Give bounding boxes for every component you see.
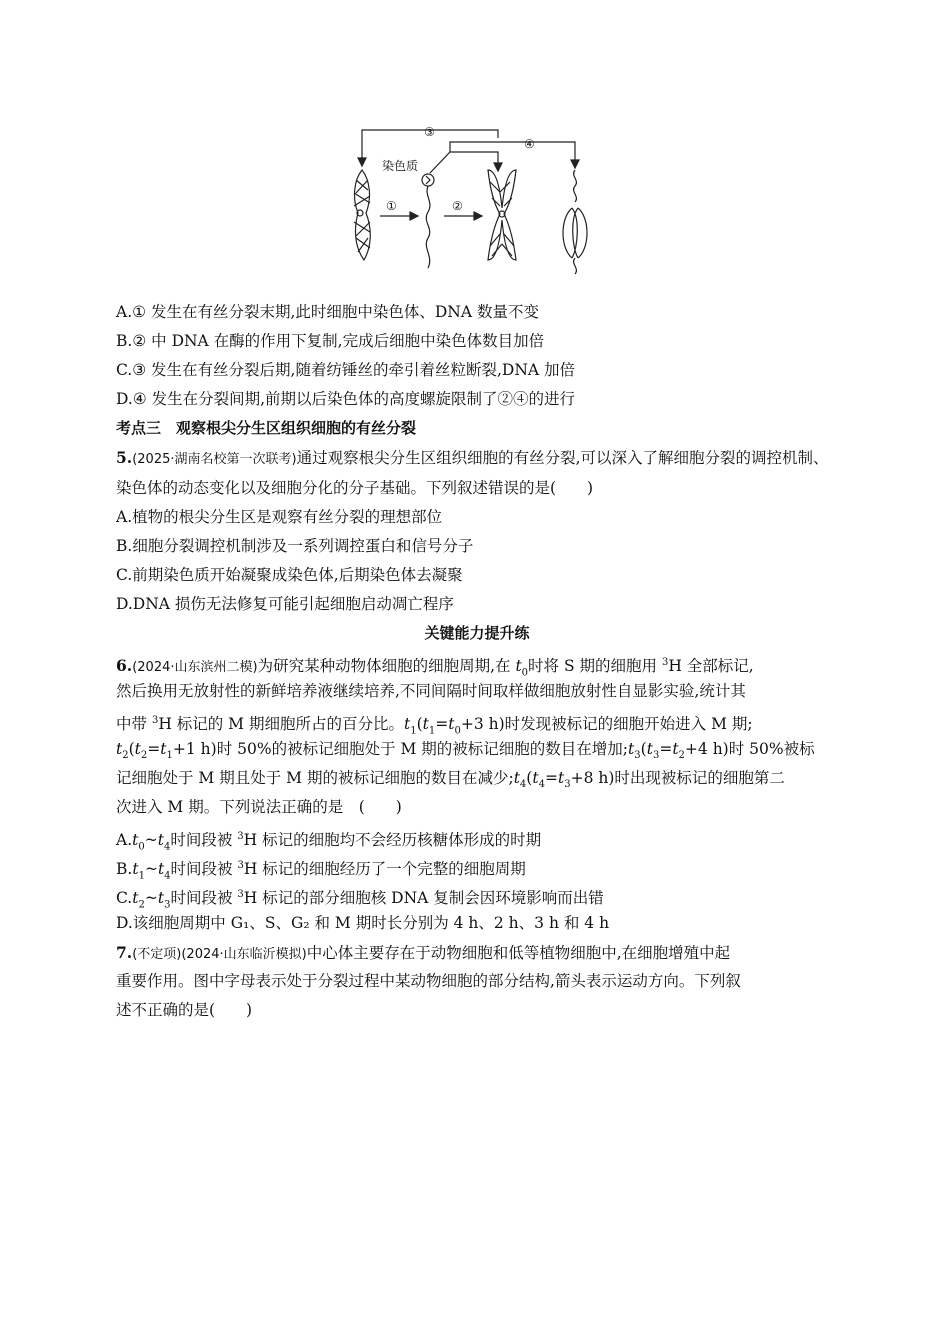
label-arrow-3: ③ (424, 125, 435, 139)
label-arrow-1: ① (386, 199, 397, 213)
q5-stem: 5.(2025·湖南名校第一次联考)通过观察根尖分生区组织细胞的有丝分裂,可以深入了解细胞分裂的调控机制、染色体的动态变化以及细胞分化的分子基础。下列叙述错误的是( ) (116, 448, 829, 497)
q5-source: (2025·湖南名校第一次联考) (132, 452, 297, 467)
q6-line-1: 6.(2024·山东滨州二模)为研究某种动物体细胞的细胞周期,在 $t_0$时将 S 期的细胞用 $^3$H 全部标记, (116, 656, 754, 679)
q6-text: 记细胞处于 M 期且处于 M 期的被标记细胞的数目在减少; (116, 769, 514, 787)
q6-text: H 标记的 M 期细胞所占的百分比。 (158, 715, 404, 734)
q6-text: 中带 (116, 715, 152, 734)
arrow-4-head (571, 160, 579, 168)
q5-option-d: D.DNA 损伤无法修复可能引起细胞启动凋亡程序 (116, 595, 454, 613)
q7-line-1: 7.(不定项)(2024·山东临沂模拟)中心体主要存在于动物细胞和低等植物细胞中,在细胞增殖中起 (116, 943, 731, 962)
q7-number: 7 (116, 943, 127, 962)
q6-text: 为研究某种动物体细胞的细胞周期,在 (257, 657, 516, 676)
q6-option-c: $C.t_2\sim t_3$时间段被 $^3$H 标记的部分细胞核 DNA 复制会因环境影响而出错 (116, 889, 604, 911)
q7-text: 中心体主要存在于动物细胞和低等植物细胞中,在细胞增殖中起 (306, 944, 731, 962)
question-text (116, 298, 838, 1025)
q6-line-5: 记细胞处于 M 期且处于 M 期的被标记细胞的数目在减少$;t_4(t_4=t_3+8$ h)时出现被标记的细胞第二 (116, 769, 785, 791)
q7-line-3: 述不正确的是( ) (116, 1001, 253, 1019)
right-chromosome (563, 170, 587, 274)
section-ability-heading: 关键能力提升练 (424, 624, 530, 642)
q6-line-6: 次进入 M 期。下列说法正确的是 ( ) (116, 798, 402, 816)
q6-text: H 标记的部分细胞核 DNA 复制会因环境影响而出错 (243, 889, 604, 908)
arrow-3-head (358, 158, 366, 166)
q6-text: +1 h)时 50%的被标记细胞处于 M 期的被标记细胞的数目在增加; (172, 740, 629, 758)
label-chromatin: 染色质 (382, 159, 419, 173)
q4-option-b: B.② 中 DNA 在酶的作用下复制,完成后细胞中染色体数目加倍 (116, 332, 545, 350)
q6-text: 时间段被 (170, 860, 238, 879)
q6-source: (2024·山东滨州二模) (132, 660, 258, 676)
q5-option-a: A.植物的根尖分生区是观察有丝分裂的理想部位 (116, 508, 443, 526)
q7-line-2: 重要作用。图中字母表示处于分裂过程中某动物细胞的部分结构,箭头表示运动方向。下列叙 (116, 972, 741, 990)
q4-option-c: C.③ 发生在有丝分裂后期,随着纺锤丝的牵引着丝粒断裂,DNA 加倍 (116, 361, 576, 379)
q6-text: H 标记的细胞经历了一个完整的细胞周期 (243, 860, 526, 879)
q5-number: 5 (116, 448, 127, 467)
q6-text: 时间段被 (170, 831, 238, 850)
q6-text: +8 h)时出现被标记的细胞第二 (570, 769, 785, 787)
q6-text: 时间段被 (170, 889, 238, 908)
q6-option-a: $A.t_0\sim t_4$时间段被 $^3$H 标记的细胞均不会经历核糖体形成的时期 (116, 831, 542, 853)
q6-option-b: $B.t_1\sim t_4$时间段被 $^3$H 标记的细胞经历了一个完整的细胞周期 (116, 860, 526, 882)
q6-line-3: 中带 $^3$H 标记的 M 期细胞所占的百分比。$t_1(t_1=t_0+3$ h)时发现被标记的细胞开始进入 M 期; (116, 715, 753, 737)
x-chromosome (488, 170, 516, 260)
chromatin-strand (422, 174, 434, 268)
q7-source: (2024·山东临沂模拟) (181, 947, 307, 962)
q6-text: +3 h)时发现被标记的细胞开始进入 M 期; (460, 715, 753, 734)
q5-stem-text: 通过观察根尖分生区组织细胞的有丝分裂,可以深入了解细胞分裂的调控机制、染色体的动态变化以及细胞分化的分子基础。下列叙述错误的是( ) (116, 449, 829, 497)
q6-text: H 标记的细胞均不会经历核糖体形成的时期 (243, 831, 542, 850)
label-arrow-4: ④ (524, 137, 535, 151)
section-heading-3: 考点三 观察根尖分生区组织细胞的有丝分裂 (116, 419, 417, 437)
q6-number: 6 (116, 656, 127, 676)
q6-text: H 全部标记, (668, 657, 754, 676)
chromosome-cycle-figure (340, 118, 610, 278)
q6-line-2: 然后换用无放射性的新鲜培养液继续培养,不同间隔时间取样做细胞放射性自显影实验,统计其 (116, 682, 746, 700)
q6-text: +4 h)时 50%被标 (684, 740, 815, 758)
q7-tag: (不定项) (132, 947, 182, 962)
left-chromosome (354, 170, 370, 260)
q5-option-b: B.细胞分裂调控机制涉及一系列调控蛋白和信号分子 (116, 537, 474, 555)
q6-text: 时将 S 期的细胞用 (528, 657, 662, 676)
label-arrow-2: ② (452, 199, 463, 213)
q6-option-d: D.该细胞周期中 G₁、S、G₂ 和 M 期时长分别为 4 h、2 h、3 h 和 4 h (116, 914, 610, 932)
q4-option-d: D.④ 发生在分裂间期,前期以后染色体的高度螺旋限制了②④的进行 (116, 390, 576, 408)
q4-option-a: A.① 发生在有丝分裂末期,此时细胞中染色体、DNA 数量不变 (116, 303, 539, 321)
q6-line-4: $t_2(t_2=t_1+1$ h)时 50%的被标记细胞处于 M 期的被标记细胞的数目在增加$;t_3(t_3=t_2+4$ h)时 50%被标 (116, 740, 815, 762)
q5-option-c: C.前期染色质开始凝聚成染色体,后期染色体去凝聚 (116, 566, 463, 584)
